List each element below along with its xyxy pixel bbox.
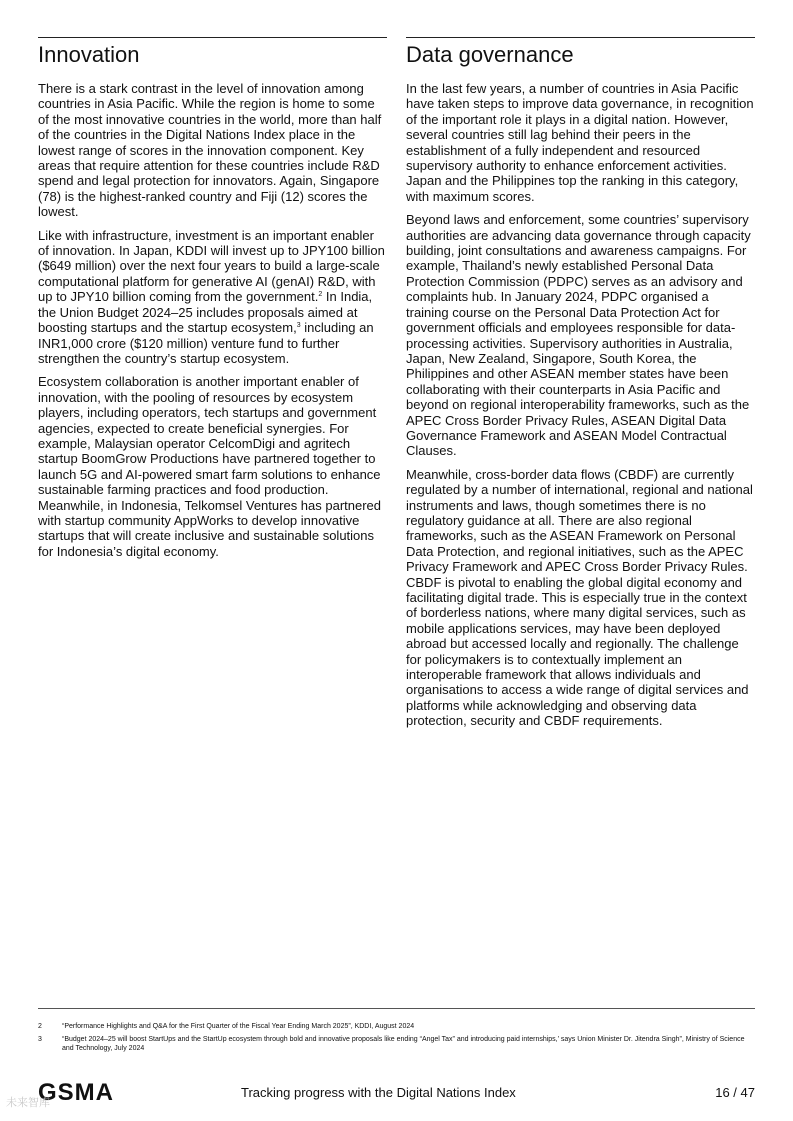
paragraph-text: including an INR1,000 crore ($120 million) venture fund to further strengthen the country’s startup ecosystem. <box>38 320 374 366</box>
report-title: Tracking progress with the Digital Nations Index <box>241 1085 516 1100</box>
paragraph-text: In India, the Union Budget 2024–25 includes proposals aimed at boosting startups and the startup ecosystem, <box>38 289 373 336</box>
paragraph-text: Like with infrastructure, investment is an important enabler of innovation. In Japan, KDDI will invest up to JPY100 billion ($649 million) over the next four years to build a large-scale computational platform for generative AI (genAI) R&D, with up to JPY10 billion coming from the government. <box>38 227 385 305</box>
innovation-paragraph-2 <box>38 228 387 367</box>
page-footer <box>38 1080 755 1106</box>
footnote-ref-3: 3 <box>296 322 301 330</box>
right-column <box>406 37 755 737</box>
footnote <box>38 1036 755 1053</box>
page-number: 16 / 47 <box>715 1085 755 1100</box>
footnote-text: “Performance Highlights and Q&A for the First Quarter of the Fiscal Year Ending March 2025”, KDDI, August 2024 <box>62 1023 415 1030</box>
footnote-number: 2 <box>38 1023 42 1030</box>
footnote-text: “Budget 2024–25 will boost StartUps and the StartUp ecosystem through bold and innovative proposals like ending “Angel Tax” and introducing paid internships,’ says Union Minister Dr. Jitendra Singh”, Ministry of Science and Technology, July 2024 <box>62 1036 745 1052</box>
innovation-paragraph-3: Ecosystem collaboration is another important enabler of innovation, with the pooling of resources by ecosystem players, including operators, tech startups and government agencies, expected to create beneficial synergies. For example, Malaysian operator CelcomDigi and agritech startup BoomGrow Productions have partnered together to launch 5G and AI-powered smart farm solutions to enhance sustainable farming practices and food production. Meanwhile, in Indonesia, Telkomsel Ventures has partnered with startup community AppWorks to develop innovative startups that will create inclusive and sustainable solutions for Indonesia’s digital economy. <box>38 374 382 559</box>
section-rule <box>38 37 387 38</box>
data-governance-paragraph-2: Beyond laws and enforcement, some countries’ supervisory authorities are advancing data governance through capacity building, joint consultations and awareness campaigns. For example, Thailand’s newly established Personal Data Protection Commission (PDPC) serves as an advisory and complaints hub. In January 2024, PDPC organised a training course on the Personal Data Protection Act for government officials and employees responsible for data-processing activities. Supervisory authorities in Australia, Japan, New Zealand, Singapore, South Korea, the Philippines and other ASEAN member states have been collaborating with their counterparts in Asia Pacific and beyond on regional interoperability frameworks, such as the APEC Cross Border Privacy Rules, ASEAN Digital Data Governance Framework and ASEAN Model Contractual Clauses. <box>406 212 751 459</box>
innovation-paragraph-1: There is a stark contrast in the level of innovation among countries in Asia Pacific. While the region is home to some of the most innovative countries in the world, more than half of the countries in the Digital Nations Index place in the lowest range of scores in the innovation component. Key areas that require attention for these countries include R&D spend and legal protection for innovators. Again, Singapore (78) is the highest-ranked country and Fiji (12) scores the lowest. <box>38 81 382 220</box>
watermark: 未来智库 <box>6 1097 50 1109</box>
data-governance-heading: Data governance <box>406 42 574 67</box>
footnote-number: 3 <box>38 1036 42 1043</box>
left-column <box>38 37 387 567</box>
footnote-divider <box>38 1008 755 1009</box>
section-rule <box>406 37 755 38</box>
gsma-logo: GSMA <box>38 1079 114 1106</box>
footnote-ref-2: 2 <box>318 291 323 299</box>
data-governance-paragraph-3: Meanwhile, cross-border data flows (CBDF) are currently regulated by a number of international, regional and national instruments and laws, though sometimes there is no regulatory guidance at all. There are also regional frameworks, such as the ASEAN Framework on Personal Data Protection, and regional initiatives, such as the APEC Privacy Framework and APEC Cross Border Privacy Rules. CBDF is pivotal to enabling the global digital economy and facilitating digital trade. This is especially true in the context of borderless nations, where many digital services, such as mobile applications services, may have been deployed abroad but accessed locally and regionally. The challenge for policymakers is to contextually implement an interoperable framework that allows individuals and organisations to access a wide range of digital services and platforms while acknowledging and observing data protection, security and CBDF requirements. <box>406 466 753 729</box>
innovation-heading: Innovation <box>38 42 140 67</box>
footnote <box>38 1023 755 1032</box>
data-governance-paragraph-1: In the last few years, a number of countries in Asia Pacific have taken steps to improve data governance, in recognition of the important role it plays in a digital nation. However, several countries still lag behind their peers in the establishment of a fully independent and resourced supervisory authority to enhance enforcement activities. Japan and the Philippines top the ranking in this category, with maximum scores. <box>406 81 754 204</box>
